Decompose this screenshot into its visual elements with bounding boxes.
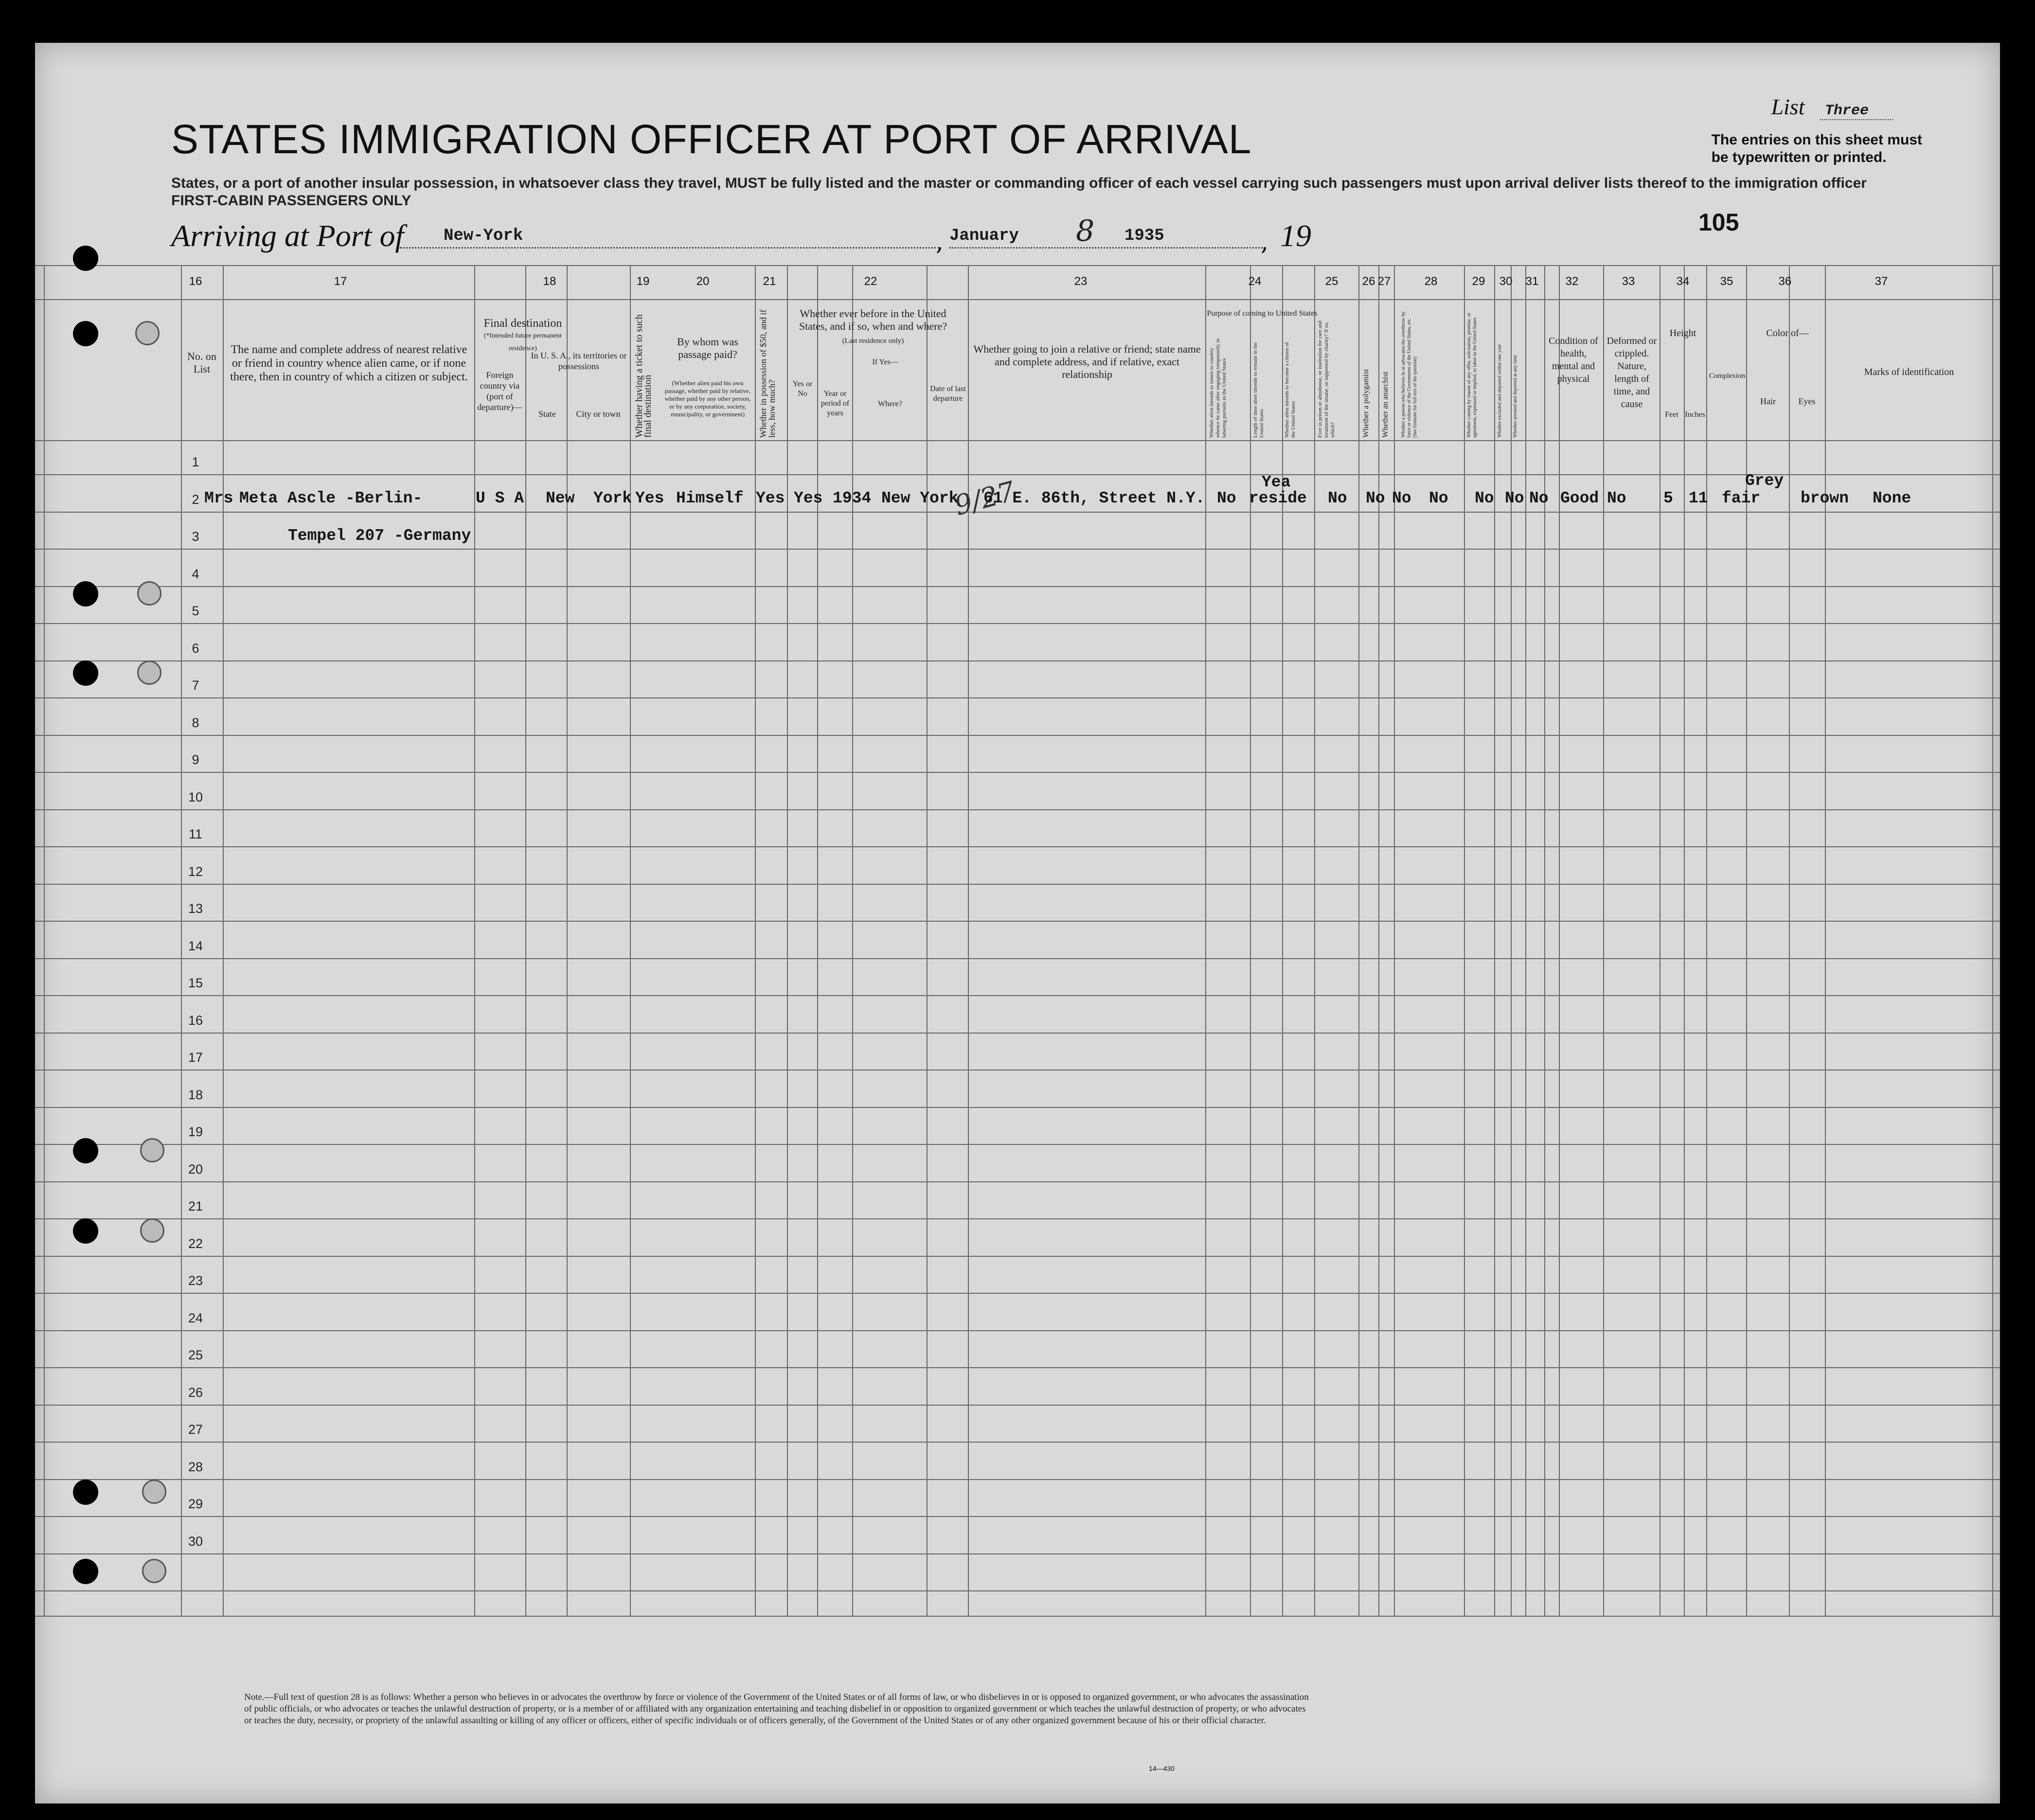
row-number-12: 12 <box>188 864 203 879</box>
row-number-8: 8 <box>192 715 199 730</box>
row-number-22: 22 <box>188 1236 203 1251</box>
has-fifty-dollars: Yes <box>756 489 785 507</box>
punch-hole <box>73 581 98 607</box>
before-in-us: Yes <box>794 489 823 507</box>
header-citizen-intent: Whether alien intends to become a citizen of the United States <box>1284 342 1296 438</box>
column-number-17: 17 <box>334 275 347 288</box>
instruction-line-2: be typewritten or printed. <box>1711 149 1887 165</box>
row-number-26: 26 <box>188 1385 203 1400</box>
column-number-37: 37 <box>1874 275 1888 288</box>
header-before-in-us-sub: (Last residence only) <box>842 337 904 345</box>
header-arrested: Whether arrested and deported at any time <box>1513 355 1518 438</box>
polygamist-answer: No <box>1366 489 1385 507</box>
anarchist-answer: No <box>1392 489 1411 507</box>
instruction-right <box>1712 131 1922 166</box>
header-return-intent: Whether alien intends to return to country whence he came after engaging temporarily in laboring pursuits in the United States <box>1209 338 1227 438</box>
header-purpose: Purpose of coming to United States <box>1207 309 1318 318</box>
column-number-26: 26 <box>1362 275 1375 288</box>
header-no-on-list: No. on List <box>187 350 216 375</box>
header-fifty-dollars: Whether in possession of $50, and if less, how much? <box>758 309 777 438</box>
header-final-destination: Final destination <box>483 317 562 330</box>
column-number-18: 18 <box>543 275 556 288</box>
form-title: STATES IMMIGRATION OFFICER AT PORT OF ARRIVAL <box>171 116 1252 162</box>
punch-hole <box>73 246 98 271</box>
header-q29: Whether coming by reason of any offer, solicitation, promise, or agreement, expressed or implied, to labor in the United States <box>1466 312 1478 438</box>
row-number-19: 19 <box>188 1124 203 1139</box>
header-length-stay: Length of time alien intends to remain in the United States <box>1252 342 1265 438</box>
header-final-destination-sub: (*Intended future permanent residence) <box>483 332 562 352</box>
column-number-31: 31 <box>1525 275 1539 288</box>
header-marks: Marks of identification <box>1864 367 1954 377</box>
header-joining: Whether going to join a relative or friend; state name and complete address, and if relative, exact relationship <box>973 343 1201 380</box>
punch-ring <box>140 1218 164 1243</box>
row-number-6: 6 <box>192 641 199 656</box>
form-subtitle: States, or a port of another insular possession, in whatsoever class they travel, MUST be fully listed and the master or commanding officer of each vessel carrying such passengers must upon arrival deliver lists thereof to the immigration officer <box>171 175 1867 191</box>
row-number-15: 15 <box>188 976 203 990</box>
row-number-17: 17 <box>188 1050 203 1065</box>
destination-state: New <box>546 489 575 507</box>
joining-address: 61 E. 86th, Street N.Y. <box>983 489 1205 507</box>
row-number-11: 11 <box>188 827 203 841</box>
column-number-21: 21 <box>763 275 776 288</box>
header-date-departure: Date of last departure <box>930 385 966 403</box>
q28-answer: No <box>1429 489 1448 507</box>
length-of-stay-top: Yea <box>1262 473 1291 491</box>
punch-ring <box>140 1138 164 1162</box>
header-if-yes: If Yes— <box>872 358 898 366</box>
q29-answer: No <box>1475 489 1494 507</box>
intends-return: No <box>1217 489 1236 507</box>
q31-answer: No <box>1529 489 1549 507</box>
passage-paid-by: Himself <box>676 489 744 507</box>
column-number-16: 16 <box>189 275 202 288</box>
form-number: 14—430 <box>1149 1765 1175 1772</box>
punch-hole <box>73 1218 98 1244</box>
column-number-20: 20 <box>696 275 710 288</box>
header-relative-address: The name and complete address of nearest relative or friend in country whence alien came, or if none there, then in country of which a citizen or subject. <box>230 343 468 383</box>
prison-answer: No <box>1328 489 1347 507</box>
header-height: Height <box>1669 328 1696 339</box>
instruction-line-1: The entries on this sheet must <box>1711 132 1922 148</box>
header-year-period: Year or period of years <box>821 390 850 417</box>
header-passage-paid-sub: (Whether alien paid his own passage, whether paid by relative, whether paid by any other person, or by any corporation, society, municipality, or government) <box>664 379 751 418</box>
column-number-24: 24 <box>1248 275 1262 288</box>
list-label-text: List <box>1771 94 1805 119</box>
column-number-30: 30 <box>1499 275 1513 288</box>
complexion: fair <box>1722 489 1761 507</box>
column-number-33: 33 <box>1622 275 1635 288</box>
header-health: Condition of health, mental and physical <box>1549 336 1598 384</box>
row-number-30: 30 <box>188 1534 203 1549</box>
row-number-5: 5 <box>192 604 199 618</box>
health-condition: Good <box>1560 489 1599 507</box>
header-yes-no: Yes or No <box>792 380 813 398</box>
header-ticket: Whether having a ticket to such final destination <box>634 314 653 438</box>
header-polygamist: Whether a polygamist <box>1362 369 1370 438</box>
row-number-21: 21 <box>188 1199 203 1213</box>
column-number-36: 36 <box>1778 275 1792 288</box>
sheet-number: 105 <box>1698 209 1739 236</box>
column-number-19: 19 <box>636 275 650 288</box>
deformed-answer: No <box>1607 489 1626 507</box>
header-city: City or town <box>576 409 621 419</box>
punch-ring <box>142 1559 166 1583</box>
punch-ring <box>137 581 161 606</box>
header-eyes: Eyes <box>1798 396 1816 406</box>
month-value: January <box>949 227 1019 245</box>
day-value: 8 <box>1076 214 1095 248</box>
handwritten-date: 9/27 <box>951 475 1019 522</box>
header-passage-paid: By whom was passage paid? <box>677 336 738 360</box>
before-where: New York <box>881 489 959 507</box>
row-number-28: 28 <box>188 1459 203 1474</box>
relative-line-1: Meta Ascle -Berlin- <box>239 489 423 507</box>
column-number-29: 29 <box>1472 275 1485 288</box>
column-number-35: 35 <box>1720 275 1733 288</box>
manifest-sheet: List Three The entries on this sheet must be typewritten or printed. STATES IMMIGRATION OFFICER AT PORT OF ARRIVAL States, or a port of another insular possession, in whatsoever class they travel, MUST be fully listed and the master or commanding officer of each vessel carrying such passengers must upon arrival deliver lists thereof to the immigration officer FIRST-CABIN PASSENGERS ONLY Arriving at Port of New-York , January 8 1935 , 19 105 16 17 18 19 20 21 22 23 24 25 26 27 28 29 30 31 32 33 34 35 36 37 No. on List The name and complete address of nearest relative or friend in country whence alien came, or if none there, then in country of which a citizen or subject. Final destination (*Intended future permanent residence) Foreign country via (port of departure)— In U. S. A., its territories or possessions State City or town Whether having a ticket to such final destination By whom was passage paid? (Whether alien paid his own passage, whether paid by relative, whether paid by any other person, or by any corporation, society, municipality, or government) Whether in possession of $50, and if less, how much? Whether ever before in the United States, and if so, when and where? (Last residence only) Yes or No If Yes— Year or period of years Where? Date of last departure Whether going to join a relative or friend; state name and complete address, and if relative, exact relationship Purpose of coming to United States Whether alien intends to return to country whence he came after engaging temporarily in laboring pursuits in the United States Length of time alien intends to remain in the United States Whether alien intends to become a citizen of the United States Ever in prison or almshouse, or institution for care and treatment of the insane, or supported by charity? If so, which? Whether a polygamist Whether an anarchist Whether a person who believes in or advocates the overthrow by force or violence of the Government of the United States, etc. (See footnote for full text of the question) Whether coming by reason of any offer, solicitation, promise, or agreement, expressed or implied, to labor in the United States Whether excluded and deported within one year Whether arrested and deported at any time Condition of health, mental and physical Deformed or crippled. Nature, length of time, and cause Height Feet Inches Complexion Color of— Hair Eyes Marks of identification 1 2 3 4 5 6 7 8 9 10 11 12 13 14 15 16 17 18 19 20 21 22 23 24 25 26 27 28 29 30 Mrs Meta Ascle -Berlin- Tempel 207 -Germany U S A New York Yes Himself Yes Yes 1934 New York 9/27 61 E. 86th, Street N.Y. No Yea reside No No No No No No No Good No 5 11 fair Grey brown None Note.—Full text of question 28 is as follows: Whether a person who believes in or advocates the overthrow by force or violence of the Government of the United States or of all forms of law, or who disbelieves in or is opposed to organized government, or who advocates the assassination of public officials, or who advocates or teaches the unlawful destruction of property, or is a member of or affiliated with any organization entertaining and teaching disbelief in or opposition to organized government or which teaches the unlawful destruction of property, or who advocates or teaches the duty, necessity, or propriety of the unlawful assaulting or killing of any officer or officers, either of specific individuals or of officers generally, of the Government of the United States or of any other organized government because of his or their official character. 14—430 <box>35 43 2000 1803</box>
row-number-2: 2 <box>192 492 199 507</box>
row-number-25: 25 <box>188 1348 203 1362</box>
q30-answer: No <box>1505 489 1524 507</box>
header-where: Where? <box>878 400 902 408</box>
row-number-9: 9 <box>192 752 199 767</box>
row-number-18: 18 <box>188 1087 203 1102</box>
arriving-label: Arriving at Port of <box>171 218 404 253</box>
year-prefix: 19 <box>1280 218 1311 253</box>
year-typed: 1935 <box>1125 227 1164 245</box>
entry-prefix: Mrs <box>204 489 233 507</box>
length-of-stay-bottom: reside <box>1249 489 1307 507</box>
relative-line-2: Tempel 207 -Germany <box>288 527 471 545</box>
header-before-in-us: Whether ever before in the United States, and if so, when and where? <box>799 307 947 332</box>
punch-hole <box>73 1138 98 1163</box>
footnote: Note.—Full text of question 28 is as follows: Whether a person who believes in or advocates the overthrow by force or violence of the Government of the United States or of all forms of law, or who disbelieves in or is opposed to organized government, or who advocates the assassination of public officials, or who advocates or teaches the unlawful destruction of property, or is a member of or affiliated with any organization entertaining and teaching disbelief in or opposition to organized government or which teaches the unlawful destruction of property, or who advocates or teaches the duty, necessity, or propriety of the unlawful assaulting or killing of any officer or officers, either of specific individuals or of officers generally, of the Government of the United States or of any other organized government because of his or their official character. <box>244 1692 1309 1726</box>
row-number-7: 7 <box>192 678 199 693</box>
punch-hole <box>73 660 98 686</box>
header-excluded: Whether excluded and deported within one year <box>1497 344 1502 438</box>
identification-marks: None <box>1873 489 1911 507</box>
column-number-27: 27 <box>1377 275 1391 288</box>
height-feet: 5 <box>1663 489 1673 507</box>
has-ticket: Yes <box>635 489 664 507</box>
punch-ring <box>142 1480 166 1504</box>
column-number-23: 23 <box>1074 275 1088 288</box>
list-label <box>1771 94 1893 120</box>
height-inches: 11 <box>1689 489 1708 507</box>
header-foreign-country: Foreign country via (port of departure)— <box>477 370 522 412</box>
header-anarchist: Whether an anarchist <box>1381 372 1390 438</box>
punch-hole <box>73 1559 98 1584</box>
row-number-23: 23 <box>188 1273 203 1288</box>
punch-hole <box>73 321 98 346</box>
header-complexion: Complexion <box>1709 372 1746 380</box>
column-number-34: 34 <box>1676 275 1690 288</box>
row-number-27: 27 <box>188 1422 203 1437</box>
header-deformed: Deformed or crippled. Nature, length of time, and cause <box>1607 336 1657 410</box>
row-number-3: 3 <box>192 529 199 544</box>
header-hair: Hair <box>1760 396 1776 406</box>
punch-ring <box>135 321 160 345</box>
row-number-13: 13 <box>188 901 203 916</box>
row-number-29: 29 <box>188 1497 203 1511</box>
before-year: 1934 <box>833 489 872 507</box>
column-number-28: 28 <box>1424 275 1438 288</box>
punch-hole <box>73 1480 98 1505</box>
header-q28: Whether a person who believes in or advocates the overthrow by force or violence of the Government of the United States, etc. (See footnote for full text of the question) <box>1401 311 1418 438</box>
punch-ring <box>137 660 161 685</box>
column-number-32: 32 <box>1565 275 1579 288</box>
list-value: Three <box>1820 103 1893 120</box>
header-in-usa: In U. S. A., its territories or possessions <box>531 351 627 371</box>
row-number-10: 10 <box>188 789 203 804</box>
header-feet: Feet <box>1665 410 1678 419</box>
row-number-16: 16 <box>188 1013 203 1028</box>
column-number-22: 22 <box>864 275 877 288</box>
header-inches: Inches <box>1685 410 1705 419</box>
eye-color: brown <box>1801 489 1849 507</box>
row-number-20: 20 <box>188 1161 203 1177</box>
row-number-24: 24 <box>188 1310 203 1325</box>
header-color-of: Color of— <box>1766 328 1809 339</box>
column-number-25: 25 <box>1325 275 1339 288</box>
row-number-1: 1 <box>192 455 199 469</box>
foreign-country: U S A <box>476 489 524 507</box>
cabin-class: FIRST-CABIN PASSENGERS ONLY <box>171 193 411 209</box>
row-number-4: 4 <box>192 566 199 581</box>
port-value: New-York <box>444 227 523 245</box>
destination-city: York <box>593 489 632 507</box>
hair-color: Grey <box>1745 472 1784 490</box>
header-state: State <box>538 409 556 419</box>
header-prison: Ever in prison or almshouse, or institution for care and treatment of the insane, or supported by charity? If so, which? <box>1317 321 1336 438</box>
row-number-14: 14 <box>188 938 203 953</box>
